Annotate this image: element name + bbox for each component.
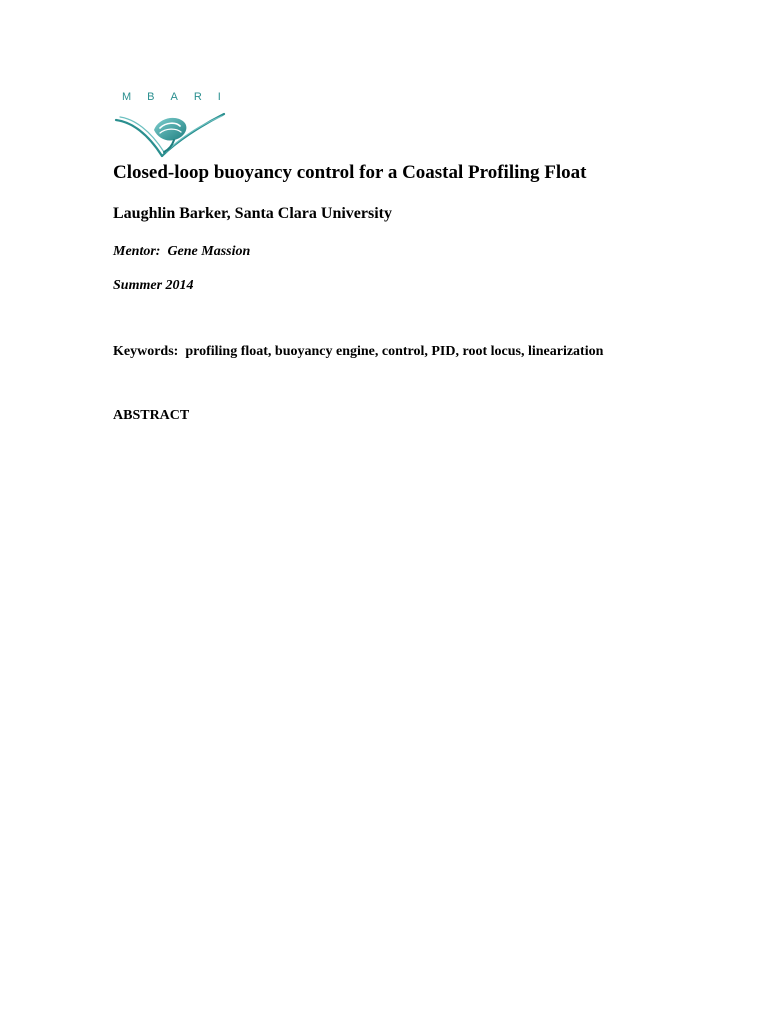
author-line: Laughlin Barker, Santa Clara University — [113, 205, 392, 222]
abstract-heading: ABSTRACT — [113, 408, 190, 423]
document-title: Closed-loop buoyancy control for a Coastal Profiling Float — [113, 162, 587, 183]
keywords-line: Keywords: profiling float, buoyancy engine, control, PID, root locus, linearization — [113, 344, 604, 359]
mbari-logo — [114, 90, 237, 162]
mbari-logo-icon — [114, 104, 230, 162]
logo-wordmark: MBARI — [122, 91, 237, 103]
mentor-line: Mentor: Gene Massion — [113, 244, 251, 259]
term-line: Summer 2014 — [113, 278, 194, 293]
